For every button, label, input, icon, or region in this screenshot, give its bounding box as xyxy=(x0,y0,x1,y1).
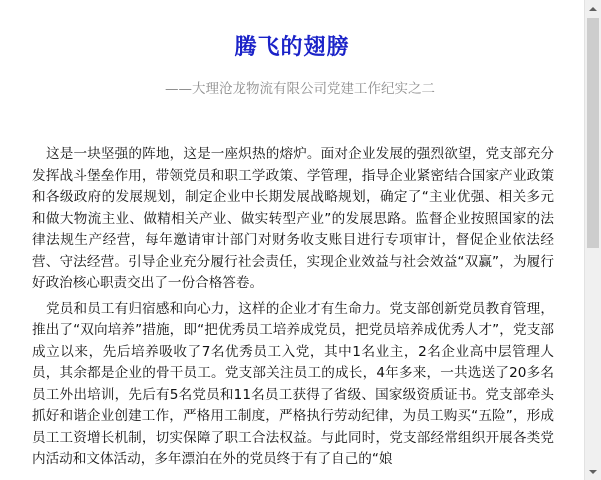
arrow-down-icon xyxy=(589,470,597,474)
scroll-down-button[interactable] xyxy=(585,463,601,480)
scroll-up-button[interactable] xyxy=(585,0,601,17)
arrow-up-icon xyxy=(589,7,597,11)
article-title: 腾飞的翅膀 xyxy=(234,34,350,60)
scroll-thumb[interactable] xyxy=(587,18,599,248)
article-body xyxy=(32,144,554,475)
article-paragraph: 党员和员工有归宿感和向心力，这样的企业才有生命力。党支部创新党员教育管理，推出了“双向培养”措施，即“把优秀员工培养成党员，把党员培养成优秀人才”，党支部成立以来，先后培养吸收了7名优秀员工入党，其中1名业主，2名企业高中层管理人员，其余都是企业的骨干员工。党支部关注员工的成长，4年多来，一共选送了20多名员工外出培训，先后有5名党员和11名员工获得了省级、国家级资质证书。党支部牵头抓好和谐企业创建工作，严格用工制度，严格执行劳动纪律，为员工购买“五险”，形成员工工资增长机制，切实保障了职工合法权益。与此同时，党支部经常组织开展各类党内活动和文体活动，多年漂泊在外的党员终于有了自己的“娘 xyxy=(32,300,554,467)
article-subtitle: ——大理沧龙物流有限公司党建工作纪实之二 xyxy=(165,81,435,97)
vertical-scrollbar[interactable] xyxy=(584,0,601,480)
article-paragraph: 这是一块坚强的阵地，这是一座炽热的熔炉。面对企业发展的强烈欲望，党支部充分发挥战斗堡垒作用，带领党员和职工学政策、学管理，指导企业紧密结合国家产业政策和各级政府的发展规划，制定企业中长期发展战略规划，确定了“主业优强、相关多元和做大物流主业、做精相关产业、做实转型产业”的发展思路。监督企业按照国家的法律法规生产经营，每年邀请审计部门对财务收支账目进行专项审计，督促企业依法经营、守法经营。引导企业充分履行社会责任，实现企业效益与社会效益“双赢”，为履行好政治核心职责交出了一份合格答卷。 xyxy=(32,146,554,291)
